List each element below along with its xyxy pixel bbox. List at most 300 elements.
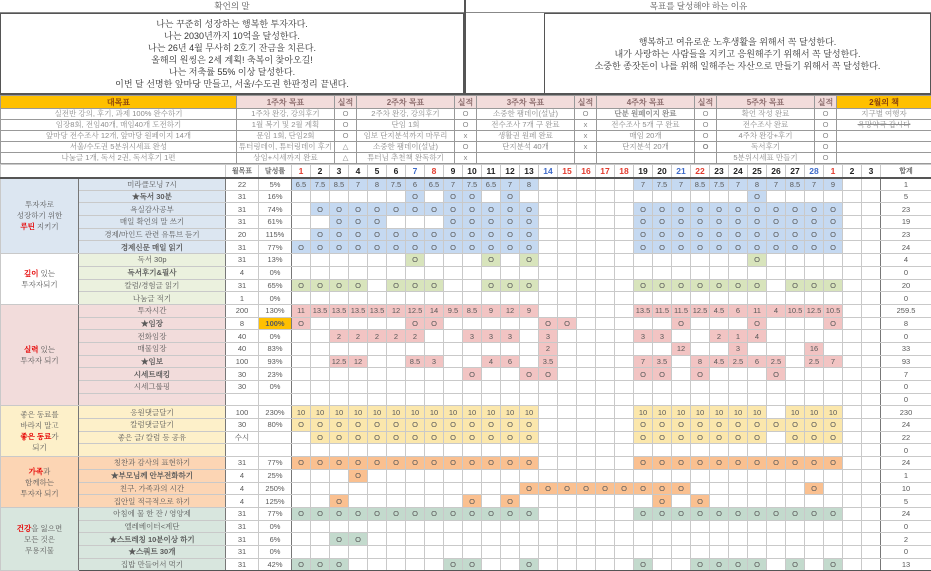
day-cell[interactable] [672,533,691,546]
day-cell[interactable] [691,266,710,279]
day-cell[interactable] [653,558,672,571]
day-cell[interactable]: O [387,507,406,520]
day-cell[interactable]: O [425,279,444,292]
day-cell[interactable] [406,482,425,495]
day-cell[interactable] [596,457,615,470]
day-cell[interactable]: O [482,203,501,216]
day-cell[interactable] [577,368,596,381]
day-cell[interactable] [843,304,862,317]
day-cell[interactable] [843,545,862,558]
day-cell[interactable] [634,520,653,533]
day-cell[interactable]: O [368,419,387,432]
day-cell[interactable] [596,520,615,533]
day-cell[interactable]: O [501,419,520,432]
day-cell[interactable] [482,482,501,495]
day-cell[interactable]: O [368,203,387,216]
day-cell[interactable] [387,495,406,508]
week-goal-cell[interactable]: 소중한 팸데이(설날) [357,142,455,153]
day-cell[interactable]: 2 [330,330,349,343]
day-cell[interactable] [577,266,596,279]
day-cell[interactable] [501,469,520,482]
day-cell[interactable]: 10 [311,406,330,419]
day-cell[interactable] [577,533,596,546]
book-cell[interactable]: 지구별 여행자 [837,109,931,120]
day-cell[interactable] [767,533,786,546]
day-cell[interactable] [501,254,520,267]
result-mark-cell[interactable]: O [455,120,477,131]
day-cell[interactable] [729,444,748,457]
day-cell[interactable] [824,520,843,533]
day-cell[interactable] [330,469,349,482]
day-cell[interactable] [311,495,330,508]
day-cell[interactable] [501,558,520,571]
day-cell[interactable] [311,368,330,381]
day-cell[interactable] [596,279,615,292]
day-cell[interactable] [634,444,653,457]
day-cell[interactable] [539,495,558,508]
day-cell[interactable] [862,228,881,241]
day-cell[interactable] [805,444,824,457]
day-cell[interactable]: O [368,216,387,229]
day-cell[interactable] [862,507,881,520]
day-cell[interactable]: O [292,279,311,292]
day-cell[interactable] [862,558,881,571]
day-cell[interactable] [691,342,710,355]
week-goal-cell[interactable]: 2주차 완강, 강의후기 [357,109,455,120]
day-cell[interactable] [520,520,539,533]
day-cell[interactable]: O [786,203,805,216]
day-cell[interactable]: O [729,203,748,216]
day-cell[interactable] [501,381,520,394]
day-cell[interactable]: O [653,482,672,495]
day-cell[interactable] [520,342,539,355]
day-cell[interactable]: 10 [748,406,767,419]
day-cell[interactable]: O [463,457,482,470]
day-cell[interactable]: O [691,368,710,381]
big-goal-cell[interactable]: 앞마당 전수조사 12개, 앞마당 원페이지 14개 [1,131,237,142]
day-cell[interactable] [368,495,387,508]
day-cell[interactable] [577,495,596,508]
result-mark-cell[interactable]: O [815,120,837,131]
day-cell[interactable] [425,381,444,394]
day-cell[interactable] [539,254,558,267]
day-cell[interactable]: O [387,419,406,432]
goal-count-cell[interactable]: 30 [226,381,259,394]
day-cell[interactable] [539,381,558,394]
day-cell[interactable] [748,381,767,394]
day-cell[interactable] [634,495,653,508]
day-cell[interactable] [539,520,558,533]
day-cell[interactable] [634,292,653,305]
day-cell[interactable]: O [387,457,406,470]
day-cell[interactable] [691,254,710,267]
day-cell[interactable] [805,368,824,381]
day-cell[interactable]: 11 [748,304,767,317]
day-cell[interactable] [368,368,387,381]
day-cell[interactable]: O [672,228,691,241]
day-cell[interactable] [710,266,729,279]
day-cell[interactable] [425,216,444,229]
day-cell[interactable]: O [634,216,653,229]
day-cell[interactable] [786,545,805,558]
day-cell[interactable] [767,520,786,533]
day-cell[interactable]: 9 [824,178,843,191]
day-cell[interactable]: O [425,241,444,254]
day-cell[interactable] [577,381,596,394]
day-cell[interactable] [843,178,862,191]
day-cell[interactable]: 7.5 [710,178,729,191]
day-cell[interactable] [444,545,463,558]
day-cell[interactable]: O [501,507,520,520]
day-cell[interactable] [425,495,444,508]
day-cell[interactable] [406,545,425,558]
day-cell[interactable] [653,520,672,533]
result-mark-cell[interactable]: O [335,131,357,142]
day-cell[interactable]: 9 [520,304,539,317]
day-cell[interactable] [539,469,558,482]
day-cell[interactable]: O [501,228,520,241]
day-cell[interactable]: 7 [634,178,653,191]
day-cell[interactable] [444,342,463,355]
day-cell[interactable]: 10 [368,406,387,419]
day-cell[interactable] [634,469,653,482]
day-cell[interactable] [501,292,520,305]
day-cell[interactable]: O [748,431,767,444]
day-cell[interactable] [615,406,634,419]
result-mark-cell[interactable]: O [695,142,717,153]
day-cell[interactable]: O [748,254,767,267]
day-cell[interactable] [653,393,672,406]
day-cell[interactable]: 12.5 [805,304,824,317]
day-cell[interactable]: O [748,190,767,203]
day-cell[interactable]: 1 [729,330,748,343]
day-cell[interactable] [672,368,691,381]
goal-count-cell[interactable]: 4 [226,469,259,482]
day-cell[interactable] [824,342,843,355]
result-mark-cell[interactable]: O [695,131,717,142]
day-cell[interactable] [406,520,425,533]
day-cell[interactable]: 13.5 [634,304,653,317]
goal-count-cell[interactable] [226,444,259,457]
day-cell[interactable] [634,317,653,330]
day-cell[interactable] [862,292,881,305]
day-cell[interactable]: O [444,203,463,216]
day-cell[interactable]: O [653,495,672,508]
day-cell[interactable] [330,266,349,279]
day-cell[interactable] [843,558,862,571]
day-cell[interactable]: O [444,431,463,444]
day-cell[interactable]: 10 [710,406,729,419]
day-cell[interactable] [577,469,596,482]
day-cell[interactable] [577,216,596,229]
day-cell[interactable] [862,406,881,419]
day-cell[interactable] [634,266,653,279]
day-cell[interactable]: O [501,431,520,444]
day-cell[interactable]: 7 [444,178,463,191]
day-cell[interactable]: O [824,203,843,216]
day-cell[interactable]: 9.5 [444,304,463,317]
day-cell[interactable]: O [292,241,311,254]
day-cell[interactable] [843,190,862,203]
day-cell[interactable] [292,216,311,229]
day-cell[interactable]: O [539,368,558,381]
day-cell[interactable] [862,317,881,330]
day-cell[interactable]: 2.5 [767,355,786,368]
day-cell[interactable]: O [387,228,406,241]
day-cell[interactable] [501,393,520,406]
day-cell[interactable]: 6.5 [292,178,311,191]
day-cell[interactable] [368,266,387,279]
day-cell[interactable]: O [653,228,672,241]
day-cell[interactable]: O [444,457,463,470]
day-cell[interactable] [349,444,368,457]
day-cell[interactable] [577,228,596,241]
day-cell[interactable]: O [539,317,558,330]
day-cell[interactable] [387,393,406,406]
day-cell[interactable]: 6 [501,355,520,368]
day-cell[interactable]: 12 [387,304,406,317]
day-cell[interactable]: O [710,419,729,432]
goal-count-cell[interactable]: 200 [226,304,259,317]
day-cell[interactable]: O [786,419,805,432]
day-cell[interactable] [425,342,444,355]
day-cell[interactable] [539,393,558,406]
day-cell[interactable] [425,266,444,279]
day-cell[interactable] [862,216,881,229]
day-cell[interactable] [292,254,311,267]
week-goal-cell[interactable]: 전수조사 5개 구 완료 [597,120,695,131]
day-cell[interactable] [653,533,672,546]
day-cell[interactable] [615,216,634,229]
day-cell[interactable] [387,368,406,381]
day-cell[interactable] [368,381,387,394]
day-cell[interactable]: O [368,228,387,241]
day-cell[interactable] [786,342,805,355]
result-mark-cell[interactable] [695,153,717,164]
day-cell[interactable] [596,419,615,432]
day-cell[interactable] [862,393,881,406]
day-cell[interactable] [482,381,501,394]
day-cell[interactable]: O [824,216,843,229]
day-cell[interactable] [653,254,672,267]
day-cell[interactable] [406,292,425,305]
day-cell[interactable] [444,279,463,292]
day-cell[interactable] [748,368,767,381]
day-cell[interactable] [862,520,881,533]
day-cell[interactable] [862,533,881,546]
day-cell[interactable] [596,292,615,305]
day-cell[interactable]: O [824,317,843,330]
day-cell[interactable] [463,254,482,267]
day-cell[interactable] [292,431,311,444]
day-cell[interactable] [596,495,615,508]
day-cell[interactable]: O [634,241,653,254]
day-cell[interactable] [824,533,843,546]
day-cell[interactable]: O [482,228,501,241]
day-cell[interactable]: O [444,558,463,571]
day-cell[interactable] [748,495,767,508]
day-cell[interactable] [843,330,862,343]
day-cell[interactable] [691,469,710,482]
day-cell[interactable] [729,190,748,203]
day-cell[interactable] [843,431,862,444]
result-mark-cell[interactable]: O [815,142,837,153]
day-cell[interactable] [824,482,843,495]
day-cell[interactable]: O [824,241,843,254]
day-cell[interactable] [577,393,596,406]
day-cell[interactable]: O [729,558,748,571]
day-cell[interactable]: O [824,228,843,241]
day-cell[interactable]: 10 [292,406,311,419]
goal-count-cell[interactable] [226,393,259,406]
day-cell[interactable]: O [748,228,767,241]
day-cell[interactable] [368,545,387,558]
day-cell[interactable]: O [729,241,748,254]
day-cell[interactable]: O [710,241,729,254]
day-cell[interactable] [729,393,748,406]
day-cell[interactable]: O [805,241,824,254]
day-cell[interactable] [558,203,577,216]
day-cell[interactable] [653,317,672,330]
day-cell[interactable] [596,216,615,229]
day-cell[interactable]: O [710,279,729,292]
day-cell[interactable] [862,266,881,279]
day-cell[interactable]: O [330,279,349,292]
day-cell[interactable] [558,406,577,419]
day-cell[interactable]: O [406,203,425,216]
day-cell[interactable] [691,444,710,457]
day-cell[interactable]: O [520,368,539,381]
day-cell[interactable] [767,266,786,279]
day-cell[interactable] [596,545,615,558]
day-cell[interactable] [824,495,843,508]
day-cell[interactable] [311,330,330,343]
day-cell[interactable] [634,533,653,546]
day-cell[interactable]: O [482,241,501,254]
result-mark-cell[interactable]: x [575,142,597,153]
day-cell[interactable]: O [387,241,406,254]
day-cell[interactable] [805,469,824,482]
day-cell[interactable]: O [748,241,767,254]
day-cell[interactable] [615,317,634,330]
result-mark-cell[interactable]: O [815,131,837,142]
day-cell[interactable] [729,495,748,508]
day-cell[interactable] [463,545,482,558]
day-cell[interactable] [748,545,767,558]
goal-count-cell[interactable]: 30 [226,368,259,381]
week-goal-cell[interactable]: 전수조사 7개 구 완료 [477,120,575,131]
day-cell[interactable]: 2 [349,330,368,343]
day-cell[interactable] [425,520,444,533]
day-cell[interactable] [824,190,843,203]
day-cell[interactable] [292,368,311,381]
goal-count-cell[interactable]: 8 [226,317,259,330]
day-cell[interactable]: O [406,317,425,330]
day-cell[interactable]: O [691,419,710,432]
day-cell[interactable] [577,520,596,533]
day-cell[interactable]: O [805,419,824,432]
day-cell[interactable] [767,444,786,457]
day-cell[interactable] [463,533,482,546]
day-cell[interactable] [577,241,596,254]
day-cell[interactable] [710,317,729,330]
day-cell[interactable] [824,444,843,457]
result-mark-cell[interactable] [575,153,597,164]
day-cell[interactable] [387,254,406,267]
day-cell[interactable] [862,482,881,495]
day-cell[interactable] [349,545,368,558]
day-cell[interactable] [539,457,558,470]
day-cell[interactable] [330,254,349,267]
day-cell[interactable]: 4.5 [710,304,729,317]
day-cell[interactable] [634,393,653,406]
day-cell[interactable]: O [444,507,463,520]
day-cell[interactable] [824,469,843,482]
day-cell[interactable] [539,304,558,317]
day-cell[interactable] [596,342,615,355]
day-cell[interactable] [672,520,691,533]
day-cell[interactable]: O [653,507,672,520]
day-cell[interactable]: 7 [729,178,748,191]
day-cell[interactable] [311,266,330,279]
day-cell[interactable] [710,393,729,406]
day-cell[interactable] [444,330,463,343]
result-mark-cell[interactable]: O [335,109,357,120]
result-mark-cell[interactable]: x [575,131,597,142]
day-cell[interactable] [634,381,653,394]
day-cell[interactable]: O [786,216,805,229]
day-cell[interactable] [558,533,577,546]
day-cell[interactable] [843,381,862,394]
day-cell[interactable] [444,317,463,330]
day-cell[interactable] [843,469,862,482]
day-cell[interactable]: O [463,495,482,508]
day-cell[interactable]: 10 [805,406,824,419]
day-cell[interactable] [558,444,577,457]
day-cell[interactable] [729,469,748,482]
day-cell[interactable] [710,292,729,305]
day-cell[interactable]: 3.5 [653,355,672,368]
day-cell[interactable] [539,266,558,279]
day-cell[interactable]: 6 [406,178,425,191]
day-cell[interactable] [463,342,482,355]
day-cell[interactable] [843,241,862,254]
day-cell[interactable] [615,419,634,432]
day-cell[interactable]: 2 [368,330,387,343]
day-cell[interactable] [843,292,862,305]
day-cell[interactable]: 6.5 [482,178,501,191]
day-cell[interactable]: O [463,190,482,203]
day-cell[interactable]: 10 [786,406,805,419]
result-mark-cell[interactable]: △ [335,153,357,164]
day-cell[interactable]: 7.5 [463,178,482,191]
day-cell[interactable] [596,228,615,241]
day-cell[interactable]: 9 [482,304,501,317]
day-cell[interactable] [444,368,463,381]
day-cell[interactable]: O [406,507,425,520]
day-cell[interactable]: O [539,482,558,495]
day-cell[interactable]: O [406,228,425,241]
day-cell[interactable]: O [634,431,653,444]
day-cell[interactable] [824,254,843,267]
day-cell[interactable] [292,203,311,216]
day-cell[interactable] [615,469,634,482]
day-cell[interactable]: 13.5 [330,304,349,317]
day-cell[interactable] [292,520,311,533]
day-cell[interactable]: O [653,279,672,292]
goal-count-cell[interactable]: 4 [226,266,259,279]
goal-count-cell[interactable]: 4 [226,495,259,508]
